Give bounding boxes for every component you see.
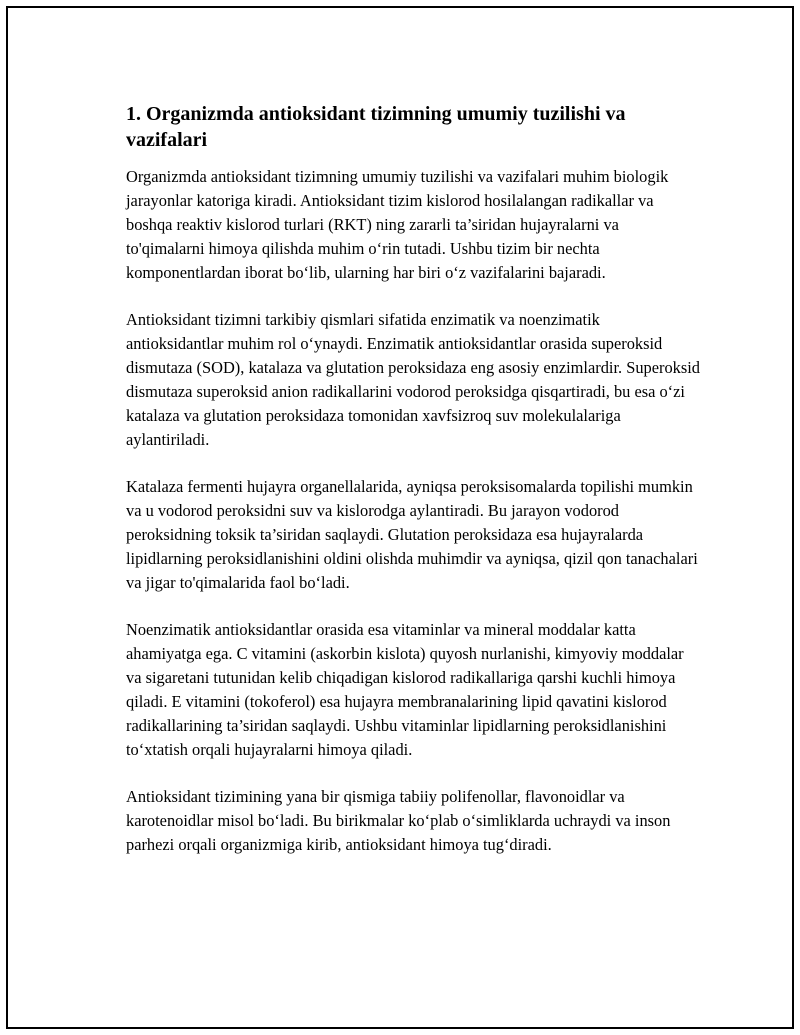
document-body (126, 101, 701, 880)
paragraph-4: Noenzimatik antioksidantlar orasida esa vitaminlar va mineral moddalar katta ahamiyatga ega. C vitamini (askorbin kislota) quyosh nurlanishi, kimyoviy moddalar va sigaretani tutunidan kelib chiqadigan kislorod radikallariga qarshi kuchli himoya qiladi. E vitamini (tokoferol) esa hujayra membranalarining lipid qavatini kislorod radikallarining ta’siridan saqlaydi. Ushbu vitaminlar lipidlarning peroksidlanishini to‘xtatish orqali hujayralarni himoya qiladi. (126, 620, 684, 759)
paragraph-2: Antioksidant tizimni tarkibiy qismlari sifatida enzimatik va noenzimatik antioksidantlar muhim rol o‘ynaydi. Enzimatik antioksidantlar orasida superoksid dismutaza (SOD), katalaza va glutation peroksidaza eng asosiy enzimlardir. Superoksid dismutaza superoksid anion radikallarini vodorod peroksidga qisqartiradi, bu esa o‘zi katalaza va glutation peroksidaza tomonidan xavfsizroq suv molekulalariga aylantiriladi. (126, 310, 700, 449)
section-heading: 1. Organizmda antioksidant tizimning umumiy tuzilishi va vazifalari (126, 103, 626, 151)
paragraph-5: Antioksidant tizimining yana bir qismiga tabiiy polifenollar, flavonoidlar va karotenoidlar misol bo‘ladi. Bu birikmalar ko‘plab o‘simliklarda uchraydi va inson parhezi orqali organizmiga kirib, antioksidant himoya tug‘diradi. (126, 787, 671, 854)
page-frame (6, 6, 794, 1029)
paragraph-3: Katalaza fermenti hujayra organellalarida, ayniqsa peroksisomalarda topilishi mumkin va u vodorod peroksidni suv va kislorodga aylantiradi. Bu jarayon vodorod peroksidning toksik ta’siridan saqlaydi. Glutation peroksidaza esa hujayralarda lipidlarning peroksidlanishini oldini olishda muhimdir va ayniqsa, qizil qon tanachalari va jigar to'qimalarida faol bo‘ladi. (126, 477, 698, 592)
paragraph-1: Organizmda antioksidant tizimning umumiy tuzilishi va vazifalari muhim biologik jarayonlar katoriga kiradi. Antioksidant tizim kislorod hosilalangan radikallar va boshqa reaktiv kislorod turlari (RKT) ning zararli ta’siridan hujayralarni va to'qimalarni himoya qilishda muhim o‘rin tutadi. Ushbu tizim bir nechta komponentlardan iborat bo‘lib, ularning har biri o‘z vazifalarini bajaradi. (126, 167, 669, 282)
